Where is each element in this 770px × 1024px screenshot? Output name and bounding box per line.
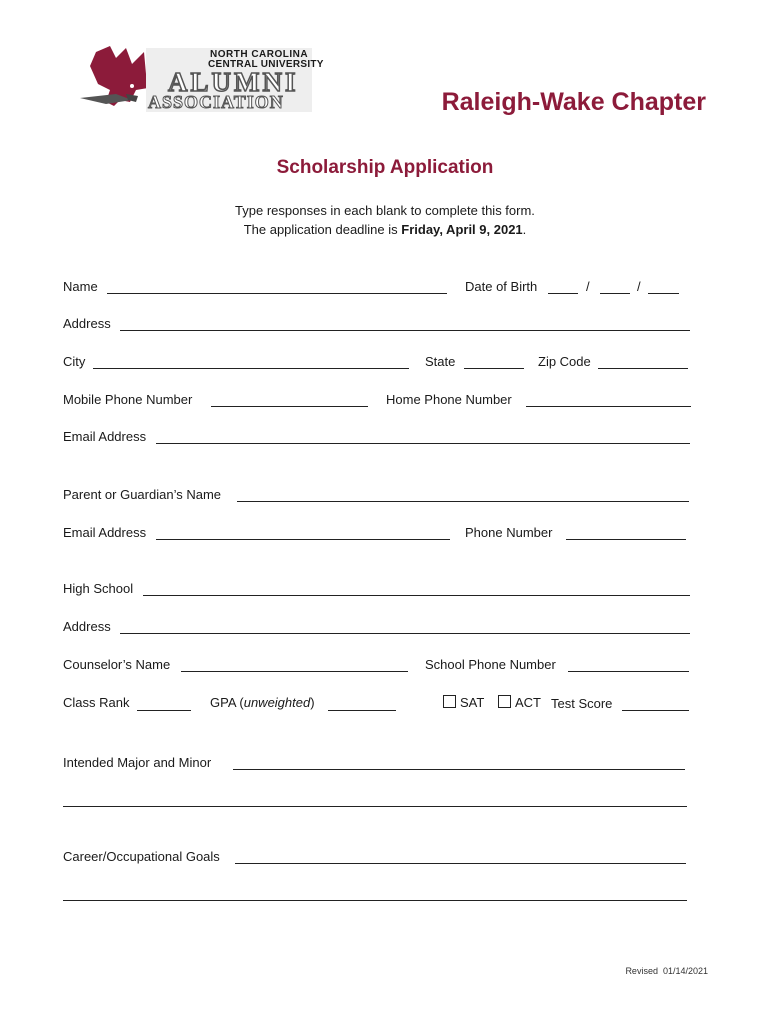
dob-day-field[interactable] (600, 293, 630, 294)
act-checkbox[interactable] (498, 695, 511, 708)
deadline-date: Friday, April 9, 2021 (401, 222, 523, 237)
state-field[interactable] (464, 368, 524, 369)
test-score-label: Test Score (551, 696, 613, 711)
dob-separator: / (637, 279, 641, 294)
school-address-field[interactable] (120, 633, 690, 634)
mobile-phone-label: Mobile Phone Number (63, 392, 193, 407)
class-rank-field[interactable] (137, 710, 191, 711)
gpa-field[interactable] (328, 710, 396, 711)
email-label: Email Address (63, 429, 147, 444)
instructions-line1: Type responses in each blank to complete this form. (235, 203, 535, 218)
revision-date: Revised 01/14/2021 (625, 966, 708, 976)
major-field-continued[interactable] (63, 806, 687, 807)
home-phone-label: Home Phone Number (386, 392, 512, 407)
parent-name-field[interactable] (237, 501, 689, 502)
parent-name-label: Parent or Guardian’s Name (63, 487, 222, 502)
city-field[interactable] (93, 368, 409, 369)
sat-checkbox[interactable] (443, 695, 456, 708)
counselor-label: Counselor’s Name (63, 657, 171, 672)
counselor-field[interactable] (181, 671, 408, 672)
parent-phone-label: Phone Number (465, 525, 553, 540)
high-school-field[interactable] (143, 595, 690, 596)
address-field[interactable] (120, 330, 690, 331)
career-field-continued[interactable] (63, 900, 687, 901)
career-label: Career/Occupational Goals (63, 849, 220, 864)
logo-text-line3: ALUMNI (168, 67, 299, 97)
high-school-label: High School (63, 581, 134, 596)
school-phone-label: School Phone Number (425, 657, 556, 672)
instructions-line2: The application deadline is Friday, April 9, 2021. (243, 222, 527, 237)
form-title: Scholarship Application (276, 157, 494, 178)
email-field[interactable] (156, 443, 690, 444)
dob-separator: / (586, 279, 590, 294)
dob-year-field[interactable] (648, 293, 679, 294)
parent-phone-field[interactable] (566, 539, 686, 540)
state-label: State (425, 354, 456, 369)
chapter-title: Raleigh-Wake Chapter (441, 88, 706, 116)
logo-text-line2: CENTRAL UNIVERSITY (208, 59, 324, 70)
city-label: City (63, 354, 86, 369)
name-label: Name (63, 279, 98, 294)
gpa-label: GPA (unweighted) (210, 695, 315, 710)
zip-label: Zip Code (538, 354, 591, 369)
home-phone-field[interactable] (526, 406, 691, 407)
name-field[interactable] (107, 293, 447, 294)
major-label: Intended Major and Minor (63, 755, 212, 770)
logo-text-line4: ASSOCIATION (148, 92, 284, 112)
act-option[interactable]: ACT (498, 695, 541, 711)
dob-label: Date of Birth (465, 279, 538, 294)
school-phone-field[interactable] (568, 671, 689, 672)
test-score-field[interactable] (622, 710, 689, 711)
class-rank-label: Class Rank (63, 695, 130, 710)
sat-option[interactable]: SAT (443, 695, 484, 711)
major-field[interactable] (233, 769, 685, 770)
parent-email-field[interactable] (156, 539, 450, 540)
mobile-phone-field[interactable] (211, 406, 368, 407)
zip-field[interactable] (598, 368, 688, 369)
career-field[interactable] (235, 863, 686, 864)
parent-email-label: Email Address (63, 525, 147, 540)
logo-text-line1: NORTH CAROLINA (210, 49, 309, 60)
dob-month-field[interactable] (548, 293, 578, 294)
address-label: Address (63, 316, 111, 331)
logo (76, 44, 324, 116)
school-address-label: Address (63, 619, 111, 634)
